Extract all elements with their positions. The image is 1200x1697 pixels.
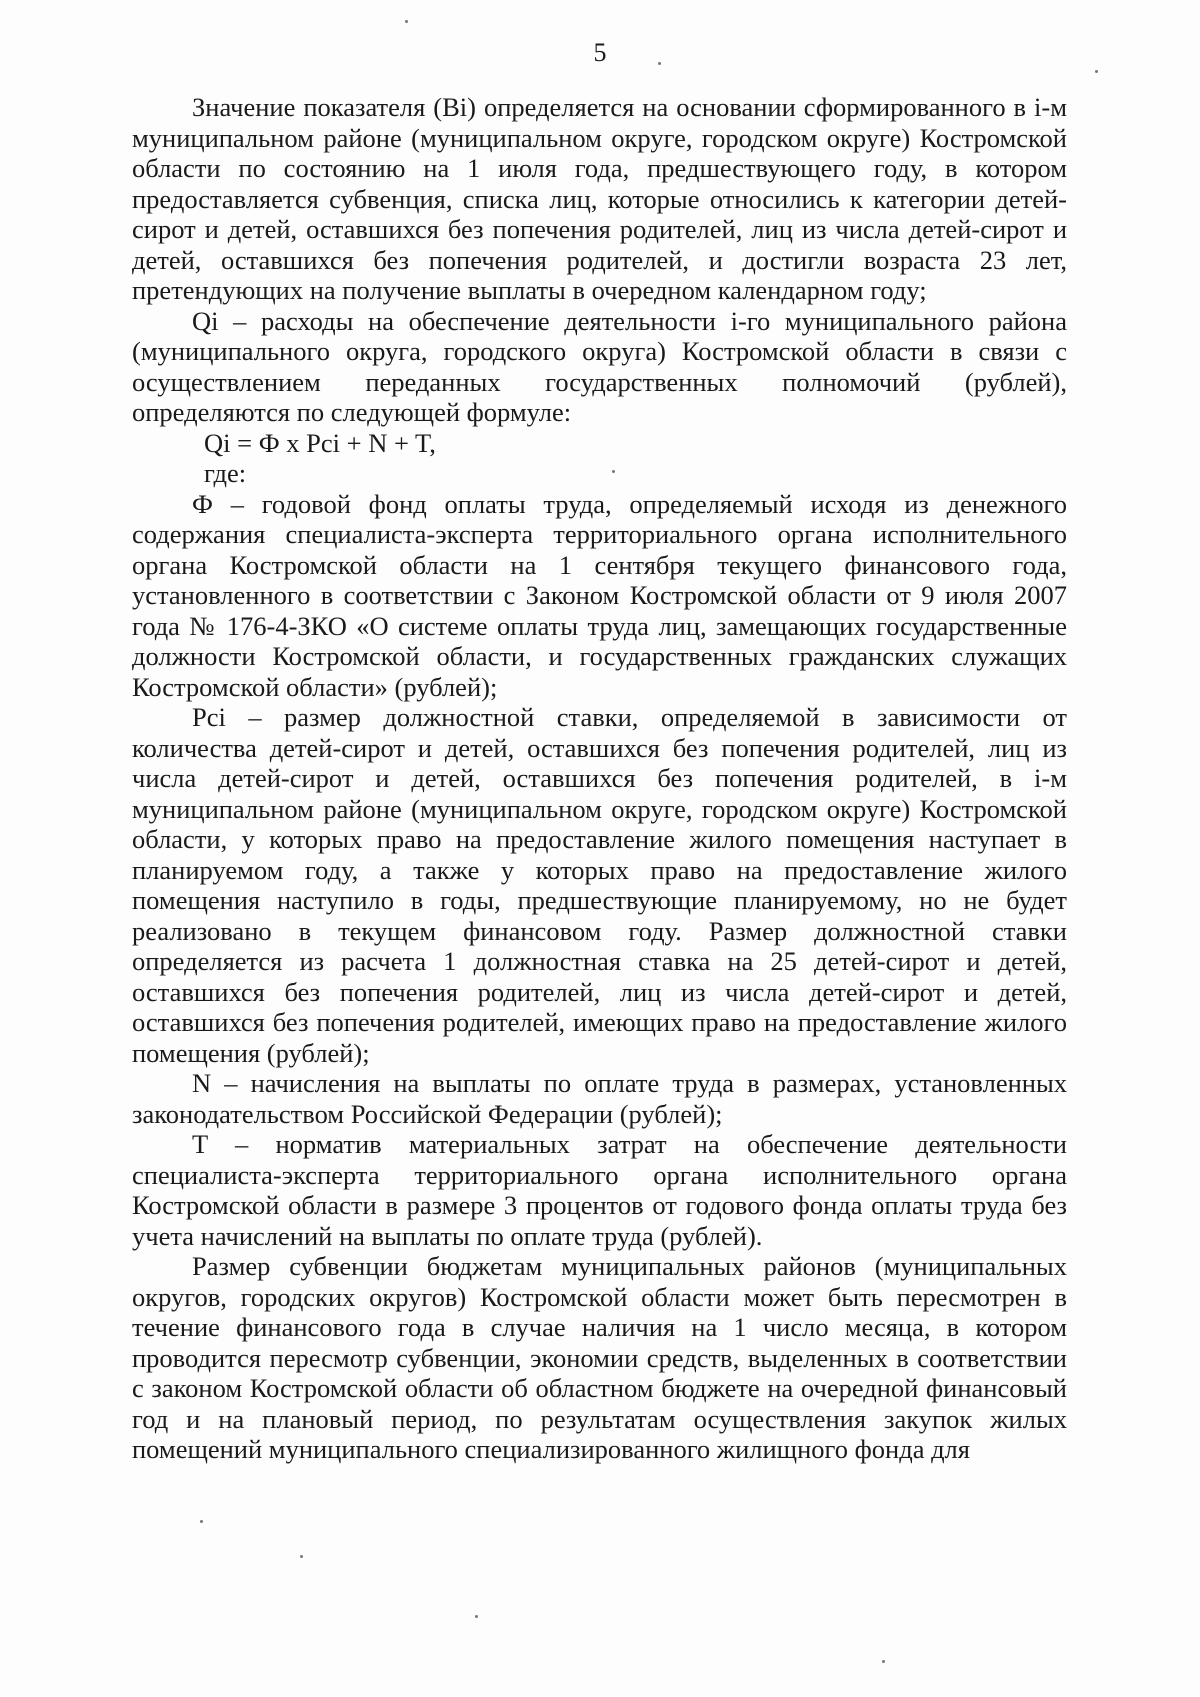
scan-speck — [300, 1555, 303, 1558]
scan-speck — [612, 470, 615, 473]
scan-speck — [882, 1660, 885, 1663]
paragraph-subvention-revision: Размер субвенции бюджетам муниципальных районов (муниципальных округов, городских округов) Костромской области может быть пересмотрен в течение финансового года в случае наличия на 1 число месяца, в котором проводится пересмотр субвенции, экономии средств, выделенных в соответствии с законом Костромской области об областном бюджете на очередной финансовый год и на плановый период, по результатам осуществления закупок жилых помещений муниципального специализированного жилищного фонда для — [132, 1251, 1067, 1464]
scan-speck — [1095, 70, 1098, 73]
document-body — [132, 92, 1067, 1465]
scan-speck — [200, 1520, 203, 1523]
definition-n: N – начисления на выплаты по оплате труда в размерах, установленных законодательством Российской Федерации (рублей); — [132, 1068, 1067, 1129]
where-label: где: — [204, 458, 247, 488]
paragraph-qi-definition: Qi – расходы на обеспечение деятельности i-го муниципального района (муниципального округа, городского округа) Костромской области в связи с осуществлением переданных государственных полномочий (рублей), определяются по следующей формуле: — [132, 305, 1067, 427]
scan-speck — [658, 62, 661, 65]
formula-qi: Qi = Ф х Pci + N + T, — [204, 427, 436, 458]
scan-speck — [405, 20, 408, 23]
scan-speck — [475, 1615, 478, 1618]
definition-pci: Pci – размер должностной ставки, определяемой в зависимости от количества детей-сирот и детей, оставшихся без попечения родителей, лиц из числа детей-сирот и детей, оставшихся без попечения родителей, в i-м муниципальном районе (муниципальном округе, городском округе) Костромской области, у которых право на предоставление жилого помещения наступает в планируемом году, а также у которых право на предоставление жилого помещения наступило в годы, предшествующие планируемому, но не будет реализовано в текущем финансовом году. Размер должностной ставки определяется из расчета 1 должностная ставка на 25 детей-сирот и детей, оставшихся без попечения родителей, лиц из числа детей-сирот и детей, оставшихся без попечения родителей, имеющих право на предоставление жилого помещения (рублей); — [132, 702, 1067, 1068]
definition-t: T – норматив материальных затрат на обеспечение деятельности специалиста-эксперта территориального органа исполнительного органа Костромской области в размере 3 процентов от годового фонда оплаты труда без учета начислений на выплаты по оплате труда (рублей). — [132, 1129, 1067, 1251]
paragraph-bi-definition: Значение показателя (Bi) определяется на основании сформированного в i-м муниципальном районе (муниципальном округе, городском округе) Костромской области по состоянию на 1 июля года, предшествующего году, в котором предоставляется субвенция, списка лиц, которые относились к категории детей-сирот и детей, оставшихся без попечения родителей, лиц из числа детей-сирот и детей, оставшихся без попечения родителей, и достигли возраста 23 лет, претендующих на получение выплаты в очередном календарном году; — [132, 92, 1067, 305]
page-number: 5 — [593, 38, 607, 67]
definition-f: Ф – годовой фонд оплаты труда, определяемый исходя из денежного содержания специалиста-эксперта территориального органа исполнительного органа Костромской области на 1 сентября текущего финансового года, установленного в соответствии с Законом Костромской области от 9 июля 2007 года № 176-4-ЗКО «О системе оплаты труда лиц, замещающих государственные должности Костромской области, и государственных гражданских служащих Костромской области» (рублей); — [132, 488, 1067, 702]
